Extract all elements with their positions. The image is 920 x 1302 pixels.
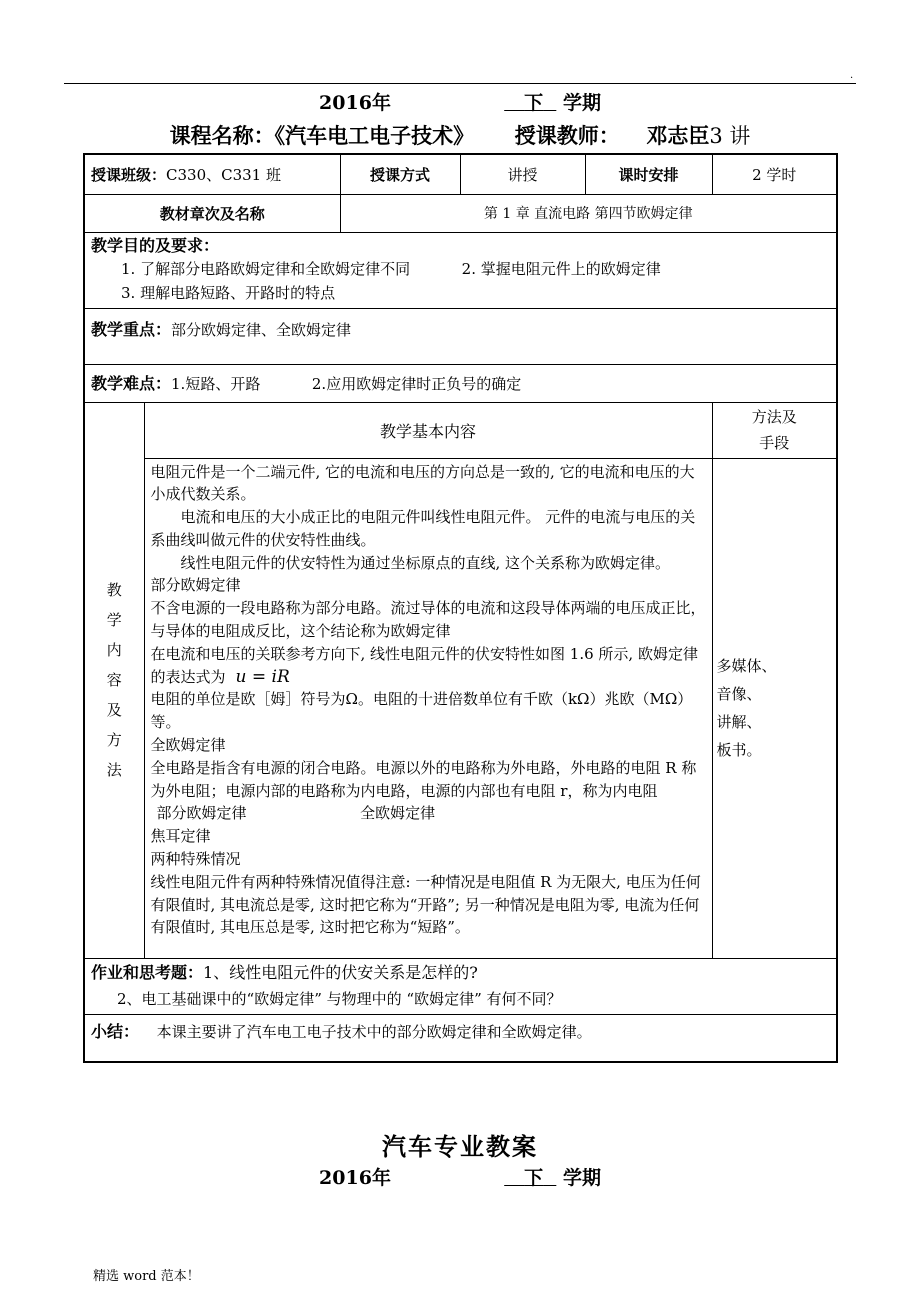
content-body-row (84, 458, 837, 958)
course-name: 《汽车电工电子技术》 (274, 123, 475, 148)
objective-3: 3. 理解电路短路、开路时的特点 (121, 284, 336, 302)
homework-q2: 2、电工基础课中的“欧姆定律” 与物理中的 “欧姆定律” 有何不同？ (117, 990, 562, 1008)
content-paragraph: 线性电阻元件的伏安特性为通过坐标原点的直线, 这个关系称为欧姆定律。 (180, 553, 671, 572)
side-char: 方 (106, 731, 122, 749)
header-rule (64, 83, 856, 84)
content-paragraph: 电阻元件是一个二端元件, 它的电流和电压的方向总是一致的, 它的电流和电压的大小成代数关系。 (150, 462, 695, 504)
difficulties-cell (84, 364, 837, 402)
content-side-label (84, 402, 144, 958)
content-paragraph: 在电流和电压的关联参考方向下, 线性电阻元件的伏安特性如图 1.6 所示, 欧姆定律的表达式为 u = iR (150, 644, 698, 687)
content-header: 教学基本内容 (144, 402, 712, 458)
class-label: 授课班级： (91, 165, 167, 184)
difficulties-label: 教学难点： (91, 373, 172, 393)
corner-dot: . (850, 70, 854, 81)
key-points-cell (84, 308, 837, 364)
side-char: 教 (106, 581, 122, 599)
course-label: 课程名称： (169, 123, 275, 148)
full-ohm-label: 全欧姆定律 (360, 804, 436, 823)
term: 下 (524, 92, 544, 114)
method-item: 音像、 (716, 685, 762, 703)
next-year: 2016 (319, 1167, 372, 1189)
summary-cell (84, 1014, 837, 1062)
content-header-row (84, 402, 837, 458)
method-item: 多媒体、 (716, 657, 777, 675)
lesson-plan-table (83, 153, 838, 1063)
side-char: 内 (106, 641, 122, 659)
next-page-title: 汽车专业教案 (382, 1132, 538, 1161)
teacher-name: 邓志臣 (646, 123, 710, 148)
next-year-unit: 年 (371, 1167, 391, 1189)
objectives-line-1 (91, 257, 830, 281)
lecture-number: 3 讲 (709, 124, 751, 148)
difficulty-2: 2.应用欧姆定律时正负号的确定 (311, 374, 522, 393)
class-cell (84, 154, 340, 194)
homework-row (84, 958, 837, 1014)
content-subheading: 两种特殊情况 (150, 850, 241, 869)
mode-label: 授课方式 (340, 154, 460, 194)
term-unit: 学期 (562, 92, 601, 114)
difficulties-row (84, 364, 837, 402)
course-line (0, 120, 920, 150)
homework-q1: 1、线性电阻元件的伏安关系是怎样的? (203, 963, 478, 982)
content-paragraph: 电流和电压的大小成正比的电阻元件叫线性电阻元件。 元件的电流与电压的关系曲线叫做元件的伏安特性曲线。 (150, 508, 696, 549)
content-subheading: 焦耳定律 (150, 827, 211, 846)
content-paragraph: 全电路是指含有电源的闭合电路。电源以外的电路称为外电路，外电路的电阻 R 称为外电阻；电源内部的电路称为内电路，电源的内部也有电阻 r，称为内电阻 (150, 758, 697, 800)
key-points-label: 教学重点： (91, 319, 172, 339)
next-term: 下 (524, 1167, 544, 1189)
summary-value: 本课主要讲了汽车电工电子技术中的部分欧姆定律和全欧姆定律。 (156, 1022, 592, 1041)
summary-row (84, 1014, 837, 1062)
chapter-row (84, 194, 837, 232)
hours-label: 课时安排 (585, 154, 712, 194)
difficulty-1: 1.短路、开路 (171, 374, 261, 393)
content-paragraph: 电阻的单位是欧［姆］符号为Ω。电阻的十进倍数单位有千欧（kΩ）兆欧（MΩ）等。 (150, 690, 693, 732)
side-char: 法 (106, 761, 122, 779)
side-char: 及 (106, 701, 122, 719)
mode-value: 讲授 (460, 154, 585, 194)
chapter-label: 教材章次及名称 (84, 194, 340, 232)
method-item: 讲解、 (716, 713, 762, 731)
year-unit: 年 (371, 92, 391, 114)
objectives-row (84, 232, 837, 308)
ohm-formula: u = iR (235, 666, 290, 687)
chapter-value: 第 1 章 直流电路 第四节欧姆定律 (340, 194, 837, 232)
summary-label: 小结： (91, 1021, 140, 1041)
homework-label: 作业和思考题： (91, 963, 204, 982)
key-points-value: 部分欧姆定律、全欧姆定律 (171, 320, 352, 339)
side-char: 学 (106, 611, 122, 629)
semester-line (0, 88, 920, 115)
objective-2: 2. 掌握电阻元件上的欧姆定律 (461, 260, 661, 278)
year: 2016 (319, 92, 372, 114)
partial-ohm-label: 部分欧姆定律 (156, 804, 247, 823)
next-term-unit: 学期 (562, 1167, 601, 1189)
hours-value: 2 学时 (712, 154, 837, 194)
method-list (712, 458, 837, 958)
side-char: 容 (106, 671, 122, 689)
class-value: C330、C331 班 (166, 165, 281, 184)
info-row (84, 154, 837, 194)
objectives-cell (84, 232, 837, 308)
content-paragraph: 不含电源的一段电路称为部分电路。流过导体的电流和这段导体两端的电压成正比，与导体的电阻成反比，这个结论称为欧姆定律 (150, 599, 706, 641)
objective-1: 1. 了解部分电路欧姆定律和全欧姆定律不同 (121, 260, 411, 278)
content-body (144, 458, 712, 958)
next-page-semester-line (0, 1163, 920, 1190)
content-paragraph: 线性电阻元件有两种特殊情况值得注意: 一种情况是电阻值 R 为无限大, 电压为任何有限值时, 其电流总是零, 这时把它称为“开路”; 另一种情况是电阻为零, 电流为任何有限值时, 其电压总是零, 这时把它称为“短路”。 (150, 872, 701, 937)
content-subheading: 全欧姆定律 (150, 736, 226, 755)
key-points-row (84, 308, 837, 364)
teacher-label: 授课教师： (514, 123, 620, 148)
content-subheading: 部分欧姆定律 (150, 576, 241, 595)
footer-note: 精选 word 范本！ (93, 1269, 200, 1284)
homework-cell (84, 958, 837, 1014)
formula-labels (151, 802, 706, 825)
objectives-label: 教学目的及要求： (91, 236, 220, 255)
method-item: 板书。 (716, 741, 762, 759)
method-header: 方法及 手段 (712, 402, 837, 458)
